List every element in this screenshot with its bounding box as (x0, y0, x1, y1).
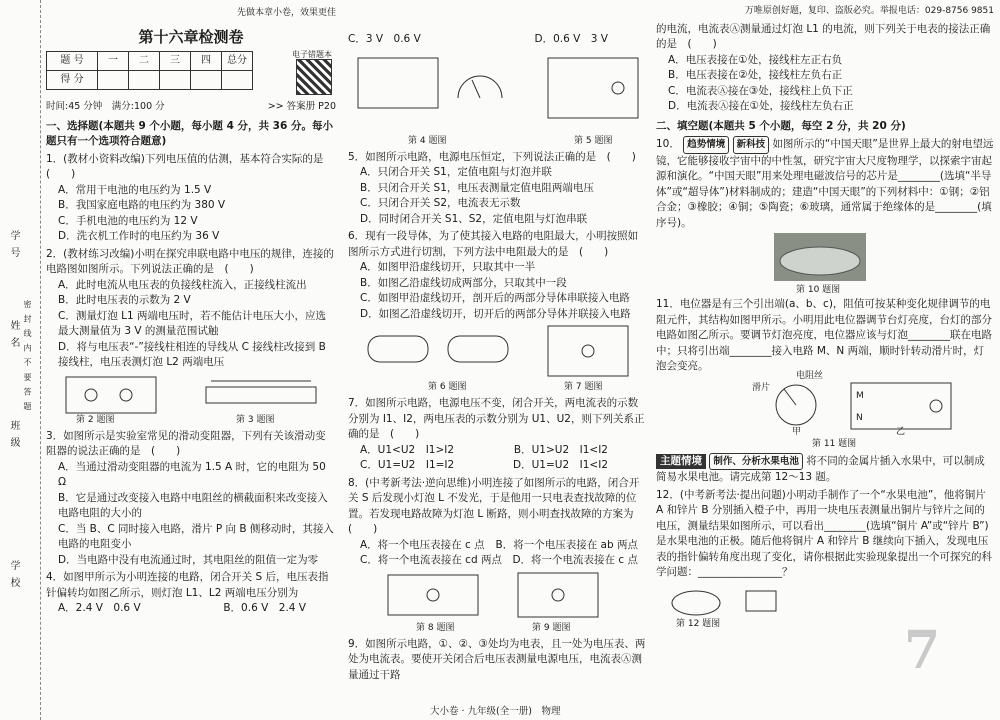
fig11-label-n: N (856, 412, 863, 423)
q1-option-d[interactable]: D．洗衣机工作时的电压约为 36 V (58, 230, 220, 242)
seal-margin (0, 0, 41, 720)
question-4: 4．如图甲所示为小明连接的电路，闭合开关 S 后，电压表指针偏转均如图乙所示，则灯泡 L1、L2 两端电压分别为 (46, 571, 329, 599)
fig8-caption: 第 8 题图 (416, 622, 455, 633)
q4-option-d[interactable]: D．0.6 V 3 V (534, 33, 608, 45)
circuit-figure-8-9 (348, 569, 648, 621)
q2-option-d[interactable]: D．将与电压表“-”接线柱相连的导线从 C 接线柱改接到 B 接线柱，电压表测灯泡 L2 两端电压 (58, 340, 326, 368)
section-2-title: 二、填空题(本题共 5 个小题，每空 2 分，共 20 分) (656, 119, 906, 132)
q4-option-b[interactable]: B．0.6 V 2.4 V (223, 602, 306, 614)
header-tip: 先做本章小卷，效果更佳 (236, 8, 336, 18)
figures-4-5 (348, 48, 648, 148)
q3-option-a[interactable]: A．当通过滑动变阻器的电流为 1.5 A 时，它的电阻为 50 Ω (58, 460, 326, 488)
score-cell[interactable] (129, 71, 160, 90)
fig2-caption: 第 2 题图 (76, 414, 115, 425)
fig11-label-wire: 电阻丝 (796, 370, 824, 381)
score-cell[interactable] (98, 71, 129, 90)
q6-option-a[interactable]: A．如图甲沿虚线切开，只取其中一半 (360, 261, 536, 273)
q7-option-b[interactable]: B．U1>U2 I1<I2 (513, 443, 608, 456)
q6-option-c[interactable]: C．如图甲沿虚线切开，剖开后的两部分导体串联接入电路 (360, 292, 630, 304)
question-9-continued: 的电流，电流表Ⓐ测量通过灯泡 L1 的电流，则下列关于电表的接法正确的是 ( ) (656, 22, 991, 50)
fig11-caption: 第 11 题图 (812, 438, 857, 449)
q10-tag-tech: 新科技 (733, 136, 770, 154)
fig12-caption: 第 12 题图 (676, 618, 721, 629)
q4-option-c[interactable]: C．3 V 0.6 V (348, 33, 421, 45)
score-cell[interactable] (160, 71, 191, 90)
q3-option-c[interactable]: C．当 B、C 同时接入电路，滑片 P 向 B 侧移动时，其接入电路的电阻变小 (58, 522, 334, 550)
fast-telescope-image (656, 231, 994, 283)
figure-12 (656, 581, 994, 631)
q1-option-c[interactable]: C．手机电池的电压约为 12 V (58, 214, 198, 227)
question-10 (656, 136, 994, 231)
header-copyright: 万唯原创好题，复印、盗版必究。举报电话：029-8756 9851 (744, 6, 994, 16)
section-1-title: 一、选择题(本题共 9 个小题，每小题 4 分，共 36 分。每小题只有一个选项符合题意) (46, 119, 333, 147)
q1-option-a[interactable]: A．常用干电池的电压约为 1.5 V (58, 183, 212, 196)
fig11-label-yi: 乙 (896, 426, 906, 437)
chapter-title: 第十六章检测卷 (138, 27, 244, 46)
q3-option-d[interactable]: D．当电路中没有电流通过时，其电阻丝的阻值一定为零 (58, 553, 319, 566)
score-table (46, 51, 253, 90)
question-11: 11．电位器是有三个引出端(a、b、c)，阻值可按某种变化规律调节的电阻元件，其结构如图甲所示。小明用此电位器调节台灯亮度，台灯的部分电路如图乙所示。要调节灯泡亮度，电位器应该与灯泡________联在电路中；只将引出端________接入电路 M、N 两端，顺时针转动滑片时，灯泡会变亮。 (656, 298, 992, 372)
score-header: 二 (129, 52, 160, 71)
q9-option-b[interactable]: B．电压表接在②处，接线柱左负右正 (668, 69, 843, 81)
column-2 (348, 0, 648, 720)
fig6-caption: 第 6 题图 (428, 382, 467, 392)
figure-11 (656, 370, 994, 451)
page-number: 7 (904, 620, 941, 681)
q5-option-c[interactable]: C．只闭合开关 S2，电流表无示数 (360, 197, 521, 209)
q5-option-d[interactable]: D．同时闭合开关 S1、S2，定值电阻与灯泡串联 (360, 212, 588, 225)
fig11-label-m: M (856, 390, 864, 401)
q8-option-d[interactable]: D．将一个电流表接在 c 点 (512, 554, 638, 566)
question-1: 1．(教材小资料改编)下列电压值的估测，基本符合实际的是 ( ) (46, 152, 334, 180)
score-header: 三 (160, 52, 191, 71)
circuit-figure-4-5 (348, 48, 648, 138)
fig3-caption: 第 3 题图 (236, 414, 275, 425)
fig10-caption: 第 10 题图 (796, 285, 841, 295)
fruit-battery-figure (656, 581, 876, 617)
q8-option-c[interactable]: C．将一个电流表接在 cd 两点 (360, 554, 502, 566)
qr-label: 电子错题本 (292, 50, 332, 59)
theme-text: 将不同的金属片插入水果中，可以制成简易水果电池。请完成第 12～13 题。 (656, 454, 985, 483)
margin-class: 班 级 (8, 420, 19, 450)
q7-option-a[interactable]: A．U1<U2 I1>I2 (360, 443, 455, 456)
fig11-label-jia: 甲 (792, 426, 802, 437)
q2-option-c[interactable]: C．测量灯泡 L1 两端电压时，若不能估计电压大小，应选最大测量值为 3 V 的测量范围试触 (58, 309, 327, 337)
q6-option-d[interactable]: D．如图乙沿虚线切开，切开后的两部分导体并联接入电路 (360, 307, 631, 320)
q7-option-c[interactable]: C．U1=U2 I1=I2 (360, 459, 455, 471)
q3-option-b[interactable]: B．它是通过改变接入电路中电阻丝的横截面积来改变接入电路电阻的大小的 (58, 491, 328, 519)
theme-tag: 制作、分析水果电池 (709, 453, 803, 471)
theme-band: 主题情境 (656, 454, 706, 470)
q2-option-a[interactable]: A．此时电流从电压表的负接线柱流入，正接线柱流出 (58, 278, 307, 291)
question-9: 9．如图所示电路，①、②、③处均为电表，且一处为电压表、两处为电流表。要使开关闭合后电压表测量电源电压，电流表Ⓐ测量通过干路 (348, 637, 646, 681)
score-header: 四 (191, 52, 222, 71)
score-label: 得 分 (47, 71, 98, 90)
qr-code[interactable] (296, 59, 332, 95)
margin-school: 学 校 (8, 560, 19, 590)
fig9-caption: 第 9 题图 (532, 622, 571, 633)
margin-name: 姓 名 (8, 320, 19, 350)
question-7: 7．如图所示电路，电源电压不变，闭合开关，两电流表的示数分别为 I1、I2，两电压表的示数分别为 U1、U2，则下列关系正确的是 ( ) (348, 397, 645, 440)
figures-6-7 (348, 322, 648, 394)
q4-option-a[interactable]: A．2.4 V 0.6 V (58, 602, 141, 614)
question-2: 2．(教材练习改编)小明在探究串联电路中电压的规律，连接的电路图如图所示。下列说法正确的是 ( ) (46, 247, 334, 275)
q6-option-b[interactable]: B．如图乙沿虚线切成两部分，只取其中一段 (360, 276, 567, 289)
exam-time: 时间:45 分钟 满分:100 分 (46, 101, 165, 112)
q10-text: 如图所示的“中国天眼”是世界上最大的射电望远镜，它能够接收宇宙中的中性氢，研究宇宙大尺度物理学，以探索宇宙起源和演化。“中国天眼”用来处理电磁波信号的芯片是________(选填“半导体”或“超导体”)材料制成的；建造“中国天眼”的下列材料中：①钢；②铝合金；③橡胶；④铜；⑤陶瓷；⑥玻璃，通常属于绝缘体的是________(填序号)。 (656, 138, 994, 229)
margin-number: 学 号 (8, 230, 19, 260)
q5-option-a[interactable]: A．只闭合开关 S1，定值电阻与灯泡并联 (360, 166, 552, 178)
score-header: 总分 (222, 52, 253, 71)
figures-2-3 (46, 371, 336, 427)
q7-option-d[interactable]: D．U1=U2 I1<I2 (513, 459, 608, 471)
score-header: 一 (98, 52, 129, 71)
score-cell[interactable] (191, 71, 222, 90)
fig4-caption: 第 4 题图 (408, 135, 447, 146)
q8-option-b[interactable]: B．将一个电压表接在 ab 两点 (495, 538, 638, 551)
column-3 (656, 0, 994, 720)
q2-option-b[interactable]: B．此时电压表的示数为 2 V (58, 294, 191, 306)
potentiometer-figure (656, 375, 994, 437)
circuit-figure-6-7 (348, 322, 648, 382)
answer-ref: >> 答案册 P20 (267, 101, 336, 112)
margin-seal-note: 密 封 线 内 不 要 答 题 (23, 300, 32, 412)
question-8: 8．(中考新考法·逆向思维)小明连接了如图所示的电路，闭合开关 S 后发现小灯泡 L 不发光，于是他用一只电表查找故障的位置。若发现电路故障为灯泡 L 断路，则小明查找故障的方案为 ( ) (348, 476, 645, 535)
question-6: 6．现有一段导体，为了使其接入电路的电阻最大，小明按照如图所示方式进行切割，下列方法中电阻最大的是 ( ) (348, 230, 639, 258)
question-5: 5．如图所示电路，电源电压恒定，下列说法正确的是 ( ) (348, 150, 636, 163)
q8-option-a[interactable]: A．将一个电压表接在 c 点 (360, 538, 485, 551)
q9-option-a[interactable]: A．电压表接在①处，接线柱左正右负 (668, 53, 843, 66)
score-cell[interactable] (222, 71, 253, 90)
figure-10 (656, 231, 994, 295)
q10-tag-trend: 趋势情境 (683, 136, 729, 154)
q1-option-b[interactable]: B．我国家庭电路的电压约为 380 V (58, 199, 226, 211)
page-footer: 大小卷 · 九年级(全一册) 物理 (430, 706, 561, 717)
fig11-label-slider: 滑片 (752, 382, 771, 393)
q10-number: 10． (656, 138, 680, 150)
question-12: 12．(中考新考法·提出问题)小明动手制作了一个“水果电池”，他将铜片 A 和锌片 B 分别插入橙子中，再用一块电压表测量出铜片与锌片之间的电压，测量结果如图所示，可以看出________(选填“铜片 A”或“锌片 B”)是水果电池的正极。随后他将铜片 A 和锌片 B 继续向下插入，发现电压表的指针偏转角度出现了变化，请你根据此实验现象提出一个可探究的科学问题：________________？ (656, 488, 992, 578)
figures-8-9 (348, 569, 648, 635)
q9-option-c[interactable]: C．电流表Ⓐ接在③处，接线柱上负下正 (668, 84, 853, 97)
q9-option-d[interactable]: D．电流表Ⓐ接在①处，接线柱左负右正 (668, 100, 854, 112)
score-header: 题 号 (47, 52, 98, 71)
column-1 (46, 0, 336, 720)
fig5-caption: 第 5 题图 (574, 135, 613, 146)
fig7-caption: 第 7 题图 (564, 382, 603, 392)
question-3: 3．如图所示是实验室常见的滑动变阻器，下列有关该滑动变阻器的说法正确的是 ( ) (46, 429, 326, 457)
q5-option-b[interactable]: B．只闭合开关 S1，电压表测量定值电阻两端电压 (360, 181, 594, 194)
